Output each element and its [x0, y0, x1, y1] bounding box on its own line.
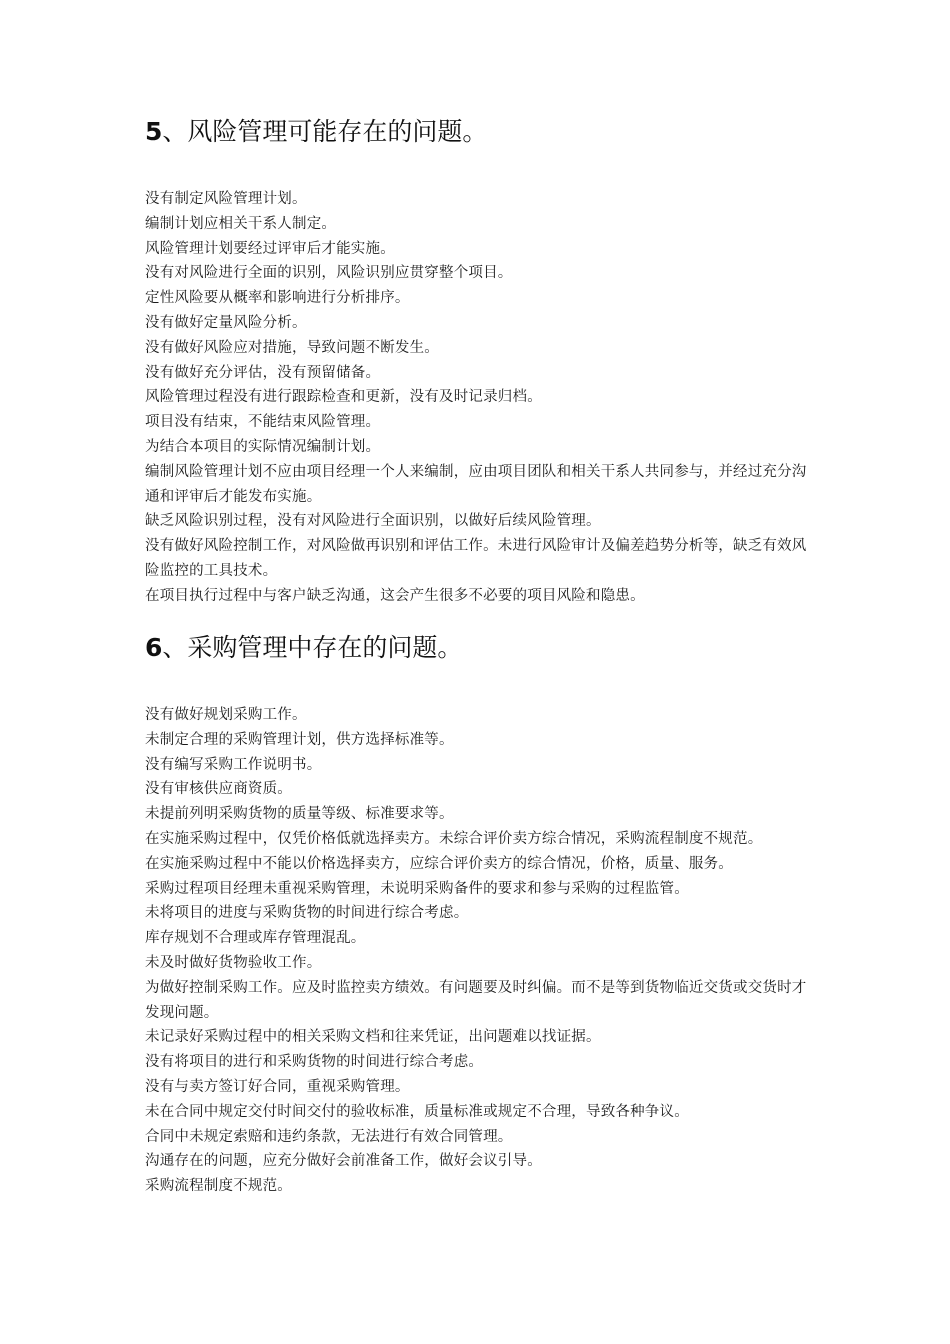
list-item: 采购过程项目经理未重视采购管理，未说明采购备件的要求和参与采购的过程监管。 — [145, 880, 689, 897]
section-title: 、风险管理可能存在的问题。 — [162, 117, 488, 146]
list-item: 没有对风险进行全面的识别，风险识别应贯穿整个项目。 — [145, 265, 513, 282]
list-item: 没有做好充分评估，没有预留储备。 — [145, 364, 381, 381]
risk-issues-list — [145, 187, 810, 609]
section-heading-procurement — [145, 632, 462, 664]
list-item: 在项目执行过程中与客户缺乏沟通，这会产生很多不必要的项目风险和隐患。 — [145, 587, 645, 604]
list-item: 没有做好规划采购工作。 — [145, 707, 307, 723]
list-item: 库存规划不合理或库存管理混乱。 — [145, 930, 366, 947]
list-item: 没有做好定量风险分析。 — [145, 314, 307, 331]
list-item: 没有做好风险应对措施，导致问题不断发生。 — [145, 339, 439, 356]
list-item: 为做好控制采购工作。应及时监控卖方绩效。有问题要及时纠偏。而不是等到货物临近交货或交货时才发现问题。 — [145, 979, 807, 1021]
list-item: 缺乏风险识别过程，没有对风险进行全面识别，以做好后续风险管理。 — [145, 513, 601, 530]
list-item: 未制定合理的采购管理计划，供方选择标准等。 — [145, 731, 454, 748]
list-item: 编制计划应相关干系人制定。 — [145, 215, 337, 232]
list-item: 未将项目的进度与采购货物的时间进行综合考虑。 — [145, 905, 469, 922]
list-item: 风险管理过程没有进行跟踪检查和更新，没有及时记录归档。 — [145, 389, 542, 406]
list-item: 没有审核供应商资质。 — [145, 781, 292, 798]
list-item: 没有与卖方签订好合同，重视采购管理。 — [145, 1078, 410, 1095]
list-item: 没有做好风险控制工作，对风险做再识别和评估工作。未进行风险审计及偏差趋势分析等，缺乏有效风险监控的工具技术。 — [145, 538, 807, 579]
list-item: 定性风险要从概率和影响进行分析排序。 — [145, 290, 410, 307]
list-item: 未提前列明采购货物的质量等级、标准要求等。 — [145, 806, 454, 823]
section-number: 5 — [145, 117, 163, 146]
list-item: 没有制定风险管理计划。 — [145, 191, 307, 207]
list-item: 合同中未规定索赔和违约条款，无法进行有效合同管理。 — [145, 1128, 513, 1145]
section-number: 6 — [145, 633, 163, 662]
list-item: 项目没有结束，不能结束风险管理。 — [145, 414, 381, 431]
list-item: 为结合本项目的实际情况编制计划。 — [145, 438, 381, 455]
list-item: 风险管理计划要经过评审后才能实施。 — [145, 240, 395, 257]
list-item: 在实施采购过程中不能以价格选择卖方，应综合评价卖方的综合情况，价格，质量、服务。 — [145, 855, 733, 872]
list-item: 没有编写采购工作说明书。 — [145, 756, 322, 773]
procurement-issues-list — [145, 703, 810, 1199]
list-item: 未及时做好货物验收工作。 — [145, 954, 322, 971]
section-heading-risk — [145, 116, 487, 148]
list-item: 未在合同中规定交付时间交付的验收标准，质量标准或规定不合理，导致各种争议。 — [145, 1103, 689, 1120]
list-item: 采购流程制度不规范。 — [145, 1178, 292, 1195]
list-item: 沟通存在的问题，应充分做好会前准备工作，做好会议引导。 — [145, 1153, 542, 1170]
list-item: 未记录好采购过程中的相关采购文档和往来凭证，出问题难以找证据。 — [145, 1029, 601, 1046]
list-item: 没有将项目的进行和采购货物的时间进行综合考虑。 — [145, 1054, 484, 1071]
section-title: 、采购管理中存在的问题。 — [162, 633, 463, 662]
list-item: 在实施采购过程中，仅凭价格低就选择卖方。未综合评价卖方综合情况，采购流程制度不规范。 — [145, 830, 763, 847]
list-item: 编制风险管理计划不应由项目经理一个人来编制，应由项目团队和相关干系人共同参与，并经过充分沟通和评审后才能发布实施。 — [145, 463, 807, 505]
